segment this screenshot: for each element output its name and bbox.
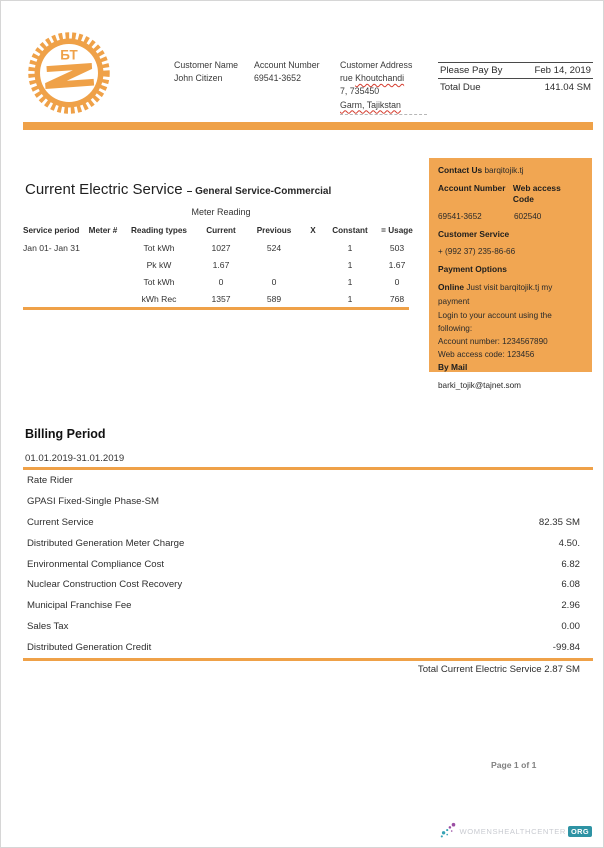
- charge-label: Nuclear Construction Cost Recovery: [27, 579, 183, 591]
- cell-reading-type: Tot kWh: [143, 276, 175, 287]
- charges-list: [23, 470, 593, 658]
- billing-period-title: Billing Period: [25, 427, 106, 441]
- payment-summary: [438, 62, 593, 96]
- cell-current: 1.67: [212, 259, 230, 270]
- cell-reading-type: kWh Rec: [141, 294, 177, 305]
- charge-label: Distributed Generation Credit: [27, 642, 152, 654]
- cell-service-period: [23, 291, 83, 308]
- account-number-label: Account Number: [254, 60, 320, 70]
- meter-reading-table: [23, 222, 419, 238]
- cell-meter: [83, 239, 123, 256]
- address-line-2: 7, 735450: [340, 86, 380, 97]
- billing-divider-bottom: [23, 658, 593, 661]
- contact-account-number: 69541-3652: [438, 212, 482, 221]
- contact-website: barqitojik.tj: [482, 166, 524, 175]
- account-values-row: [438, 211, 583, 222]
- charge-amount: 0.00: [561, 621, 580, 633]
- company-logo: [27, 31, 111, 115]
- watermark-dots-icon: [440, 822, 458, 840]
- total-due-row: [438, 79, 593, 96]
- contact-web-access-code: 602540: [514, 212, 542, 221]
- cell-usage: 0: [394, 276, 400, 287]
- login-web-access-code: Web access code: 123456: [438, 350, 535, 360]
- login-account-number: Account number: 1234567890: [438, 337, 548, 346]
- col-reading-types: Reading types: [131, 225, 187, 235]
- contact-us-line: Contact Us barqitojik.tj: [438, 165, 524, 175]
- billing-period-dates: 01.01.2019-31.01.2019: [25, 453, 125, 464]
- watermark-org-badge: ORG: [568, 826, 592, 837]
- account-number-value: 69541-3652: [254, 73, 301, 84]
- customer-address-label: Customer Address: [340, 60, 413, 70]
- by-mail-label: By Mail: [438, 362, 468, 373]
- charge-row: [23, 491, 593, 512]
- charge-row: [23, 595, 593, 616]
- cell-meter: [83, 256, 123, 273]
- customer-name-block: [174, 59, 238, 85]
- meter-reading-rows: [23, 239, 419, 308]
- charge-label: Distributed Generation Meter Charge: [27, 537, 185, 549]
- address-line-3: Garm, Tajikstan: [340, 99, 436, 115]
- cell-reading-type: Tot kWh: [143, 242, 175, 253]
- col-x: X: [310, 225, 316, 235]
- cell-reading-type: Pk kW: [146, 259, 172, 270]
- customer-address-block: [340, 59, 436, 115]
- cell-current: 1027: [211, 242, 231, 253]
- account-number-block: [254, 59, 320, 85]
- charge-label: Municipal Franchise Fee: [27, 600, 132, 612]
- cell-previous: 0: [271, 276, 277, 287]
- cell-previous: [247, 256, 301, 273]
- charge-label: Sales Tax: [27, 621, 69, 633]
- charge-row: [23, 616, 593, 637]
- payment-options-label: Payment Options: [438, 263, 507, 274]
- charge-amount: 4.50.: [558, 537, 580, 549]
- charge-row: [23, 512, 593, 533]
- cell-meter: [83, 291, 123, 308]
- cell-service-period: [23, 273, 83, 290]
- total-due-label: Total Due: [440, 82, 481, 93]
- col-meter: Meter #: [88, 225, 118, 235]
- cell-service-period: [23, 256, 83, 273]
- cell-constant: 1: [347, 259, 353, 270]
- customer-service-label: Customer Service: [438, 228, 510, 239]
- col-previous: Previous: [256, 225, 292, 235]
- pay-by-row: [438, 62, 593, 79]
- pay-by-date: Feb 14, 2019: [534, 65, 591, 76]
- cell-previous: 524: [266, 242, 282, 253]
- cell-current: 0: [218, 276, 224, 287]
- charge-amount: 6.08: [561, 579, 580, 591]
- cell-current: 1357: [211, 294, 231, 305]
- contact-email: barki_tojik@tajnet.som: [438, 380, 521, 390]
- charge-label: Rate Rider: [27, 474, 73, 486]
- meter-table-divider: [23, 307, 409, 310]
- charge-row: [23, 554, 593, 575]
- charge-amount: 82.35 SM: [538, 516, 580, 528]
- customer-service-phone: + (992 37) 235-86-66: [438, 247, 516, 256]
- cell-previous: 589: [266, 294, 282, 305]
- page-number: Page 1 of 1: [491, 760, 537, 770]
- section-title-current-electric-service: Current Electric Service – General Service-Commercial: [25, 181, 332, 198]
- cell-meter: [83, 273, 123, 290]
- watermark: [440, 822, 592, 840]
- online-payment-line: Online Just visit barqitojik.tj my payment: [438, 282, 553, 306]
- contact-info-box: [429, 158, 592, 390]
- col-usage: = Usage: [381, 225, 413, 235]
- total-due-amount: 141.04 SM: [544, 82, 591, 93]
- login-instructions: Login to your account using the following:: [438, 310, 552, 333]
- cell-x: [301, 256, 325, 273]
- col-current: Current: [206, 225, 236, 235]
- charge-label: Environmental Compliance Cost: [27, 558, 165, 570]
- cell-usage: 768: [389, 294, 405, 305]
- customer-name-label: Customer Name: [174, 60, 239, 70]
- total-current-electric-service: Total Current Electric Service 2.87 SM: [417, 664, 580, 675]
- header-divider: [23, 122, 593, 130]
- charge-row: [23, 470, 593, 491]
- cell-usage: 503: [389, 242, 405, 253]
- cell-x: [301, 291, 325, 308]
- cell-x: [301, 239, 325, 256]
- cell-service-period: Jan 01- Jan 31: [23, 242, 80, 253]
- charge-row: [23, 574, 593, 595]
- col-constant: Constant: [332, 225, 368, 235]
- cell-usage: 1.67: [388, 259, 406, 270]
- charge-label: Current Service: [27, 516, 94, 528]
- logo-monogram: БТ: [60, 47, 78, 63]
- charge-amount: 6.82: [561, 558, 580, 570]
- watermark-text: WOMENSHEALTHCENTER: [459, 826, 566, 836]
- service-subtitle: General Service-Commercial: [195, 186, 332, 197]
- cell-constant: 1: [347, 294, 353, 305]
- charge-row: [23, 637, 593, 658]
- pay-by-label: Please Pay By: [440, 65, 503, 76]
- cell-constant: 1: [347, 242, 353, 253]
- meter-reading-caption: Meter Reading: [191, 207, 251, 217]
- col-service-period: Service period: [23, 225, 80, 235]
- cell-constant: 1: [347, 276, 353, 287]
- account-labels-row: Account Number Web access Code: [438, 182, 561, 204]
- charge-row: [23, 533, 593, 554]
- cell-x: [301, 273, 325, 290]
- charge-label: GPASI Fixed-Single Phase-SM: [27, 495, 160, 507]
- customer-name-value: John Citizen: [174, 73, 223, 84]
- charge-amount: -99.84: [552, 642, 580, 654]
- address-line-1: rue Khoutchandi: [340, 73, 405, 84]
- charge-amount: 2.96: [561, 600, 580, 612]
